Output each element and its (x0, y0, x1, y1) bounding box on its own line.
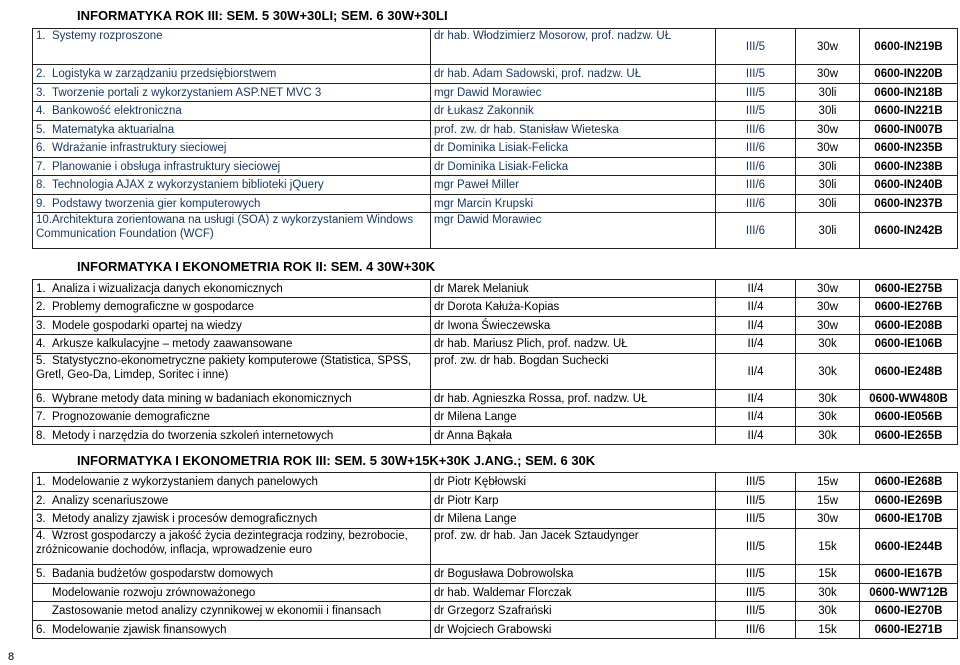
course-subject: Arkusze kalkulacyjne – metody zaawansowane (52, 338, 293, 350)
course-subject: Matematyka aktuarialna (52, 123, 175, 136)
course-cell (33, 602, 431, 621)
table-row (33, 195, 958, 213)
course-code-cell: 0600-IN219B (860, 29, 958, 65)
instructor-cell: dr Łukasz Zakonnik (431, 102, 716, 121)
instructor-cell: dr Anna Bąkała (431, 427, 716, 445)
instructor-cell: dr Iwona Świeczewska (431, 317, 716, 335)
course-code-cell: 0600-IE269B (860, 492, 958, 510)
year-semester-cell: III/5 (716, 102, 796, 121)
table-row (33, 280, 958, 298)
instructor-cell: mgr Dawid Morawiec (431, 213, 716, 249)
course-cell (33, 121, 431, 139)
table-row (33, 102, 958, 121)
instructor-cell: prof. zw. dr hab. Stanisław Wieteska (431, 121, 716, 139)
course-subject: Technologia AJAX z wykorzystaniem biblioteki jQuery (52, 179, 324, 191)
instructor-cell: dr Milena Lange (431, 408, 716, 427)
course-code-cell: 0600-WW712B (860, 584, 958, 602)
year-semester-cell: III/5 (716, 529, 796, 565)
course-cell (33, 298, 431, 317)
course-subject: Zastosowanie metod analizy czynnikowej w ekonomii i finansach (52, 605, 382, 617)
course-subject: Problemy demograficzne w gospodarce (52, 301, 254, 313)
instructor-cell: dr Dorota Kałuża-Kopias (431, 298, 716, 317)
course-subject: Logistyka w zarządzaniu przedsiębiorstwem (52, 68, 277, 80)
instructor-cell: dr Dominika Lisiak-Felicka (431, 139, 716, 158)
course-number: 2. (36, 68, 46, 80)
course-subject: Systemy rozproszone (52, 30, 163, 42)
course-subject: Analiza i wizualizacja danych ekonomicznych (52, 282, 283, 295)
course-code-cell: 0600-WW480B (860, 390, 958, 408)
instructor-cell: dr Wojciech Grabowski (431, 621, 716, 639)
year-semester-cell: II/4 (716, 280, 796, 298)
course-cell (33, 565, 431, 584)
table-row (33, 158, 958, 176)
instructor-cell: mgr Paweł Miller (431, 176, 716, 195)
year-semester-cell: III/6 (716, 139, 796, 158)
course-cell (33, 529, 431, 565)
course-code-cell: 0600-IE170B (860, 510, 958, 529)
course-number: 10. (36, 214, 52, 226)
course-table (32, 279, 958, 445)
course-subject: Analizy scenariuszowe (52, 494, 169, 507)
course-subject: Modelowanie zjawisk finansowych (52, 623, 227, 636)
year-semester-cell: III/6 (716, 621, 796, 639)
course-subject: Wybrane metody data mining w badaniach ekonomicznych (52, 392, 352, 405)
course-code-cell: 0600-IE268B (860, 473, 958, 492)
course-cell (33, 621, 431, 639)
course-code-cell: 0600-IE276B (860, 298, 958, 317)
year-semester-cell: II/4 (716, 335, 796, 354)
course-code-cell: 0600-IE106B (860, 335, 958, 354)
course-cell (33, 473, 431, 492)
year-semester-cell: II/4 (716, 298, 796, 317)
instructor-cell: dr hab. Włodzimierz Mosorow, prof. nadzw. UŁ (431, 29, 716, 65)
course-code-cell: 0600-IN007B (860, 121, 958, 139)
table-row (33, 473, 958, 492)
instructor-cell: dr Piotr Karp (431, 492, 716, 510)
year-semester-cell: III/5 (716, 565, 796, 584)
hours-cell: 30k (796, 408, 860, 427)
table-row (33, 621, 958, 639)
course-number: 2. (36, 301, 46, 313)
hours-cell: 30li (796, 195, 860, 213)
instructor-cell: prof. zw. dr hab. Bogdan Suchecki (431, 354, 716, 390)
course-cell (33, 492, 431, 510)
hours-cell: 15k (796, 529, 860, 565)
course-number: 7. (36, 160, 46, 173)
course-subject: Podstawy tworzenia gier komputerowych (52, 197, 261, 210)
year-semester-cell: III/6 (716, 213, 796, 249)
hours-cell: 30k (796, 335, 860, 354)
course-cell (33, 335, 431, 354)
year-semester-cell: III/6 (716, 121, 796, 139)
hours-cell: 30w (796, 121, 860, 139)
course-number: 8. (36, 179, 46, 191)
course-number: 4. (36, 530, 46, 542)
year-semester-cell: III/5 (716, 473, 796, 492)
table-row (33, 65, 958, 84)
course-cell (33, 102, 431, 121)
table-row (33, 84, 958, 102)
year-semester-cell: III/5 (716, 492, 796, 510)
course-cell (33, 354, 431, 390)
year-semester-cell: III/5 (716, 65, 796, 84)
instructor-cell: mgr Marcin Krupski (431, 195, 716, 213)
year-semester-cell: III/6 (716, 195, 796, 213)
hours-cell: 30li (796, 84, 860, 102)
course-cell (33, 584, 431, 602)
hours-cell: 30w (796, 139, 860, 158)
course-number: 1. (36, 282, 46, 295)
course-number: 4. (36, 338, 46, 350)
instructor-cell: dr Dominika Lisiak-Felicka (431, 158, 716, 176)
hours-cell: 30w (796, 280, 860, 298)
course-subject: Bankowość elektroniczna (52, 105, 182, 117)
course-subject: Modelowanie rozwoju zrównoważonego (52, 586, 256, 599)
course-subject: Modelowanie z wykorzystaniem danych panelowych (52, 476, 318, 488)
table-row (33, 427, 958, 445)
course-number: 5. (36, 123, 46, 136)
course-number: 4. (36, 105, 46, 117)
course-number: 1. (36, 476, 46, 488)
course-cell (33, 84, 431, 102)
section-heading: INFORMATYKA I EKONOMETRIA ROK III: SEM. 5 30W+15K+30K J.ANG.; SEM. 6 30K (77, 453, 596, 468)
year-semester-cell: II/4 (716, 354, 796, 390)
course-cell (33, 408, 431, 427)
table-row (33, 317, 958, 335)
year-semester-cell: III/5 (716, 510, 796, 529)
table-row (33, 492, 958, 510)
course-code-cell: 0600-IE270B (860, 602, 958, 621)
instructor-cell: dr Milena Lange (431, 510, 716, 529)
section-heading: INFORMATYKA ROK III: SEM. 5 30W+30LI; SEM. 6 30W+30LI (77, 8, 448, 23)
course-code-cell: 0600-IE056B (860, 408, 958, 427)
hours-cell: 30k (796, 390, 860, 408)
course-table (32, 472, 958, 639)
course-code-cell: 0600-IE265B (860, 427, 958, 445)
instructor-cell: dr hab. Agnieszka Rossa, prof. nadzw. UŁ (431, 390, 716, 408)
course-code-cell: 0600-IN238B (860, 158, 958, 176)
year-semester-cell: II/4 (716, 408, 796, 427)
instructor-cell: dr Marek Melaniuk (431, 280, 716, 298)
hours-cell: 30li (796, 176, 860, 195)
hours-cell: 30li (796, 102, 860, 121)
course-cell (33, 139, 431, 158)
table-row (33, 354, 958, 390)
course-code-cell: 0600-IE167B (860, 565, 958, 584)
year-semester-cell: III/6 (716, 158, 796, 176)
course-code-cell: 0600-IN220B (860, 65, 958, 84)
course-number: 9. (36, 197, 46, 210)
table-row (33, 121, 958, 139)
hours-cell: 30w (796, 510, 860, 529)
course-number: 6. (36, 623, 46, 636)
course-subject: Architektura zorientowana na usługi (SOA) z wykorzystaniem Windows Communication Foundation (WCF) (36, 214, 414, 240)
hours-cell: 30k (796, 354, 860, 390)
course-code-cell: 0600-IN242B (860, 213, 958, 249)
hours-cell: 30k (796, 427, 860, 445)
instructor-cell: dr Grzegorz Szafrański (431, 602, 716, 621)
table-row (33, 565, 958, 584)
course-code-cell: 0600-IE275B (860, 280, 958, 298)
course-number: 3. (36, 86, 46, 99)
course-subject: Tworzenie portali z wykorzystaniem ASP.NET MVC 3 (52, 86, 322, 99)
course-code-cell: 0600-IE271B (860, 621, 958, 639)
year-semester-cell: II/4 (716, 317, 796, 335)
course-number: 3. (36, 513, 46, 525)
course-number: 5. (36, 355, 46, 367)
course-cell (33, 427, 431, 445)
course-code-cell: 0600-IE208B (860, 317, 958, 335)
hours-cell: 30k (796, 602, 860, 621)
table-row (33, 29, 958, 65)
hours-cell: 30w (796, 29, 860, 65)
course-subject: Metody analizy zjawisk i procesów demograficznych (52, 513, 318, 525)
course-subject: Badania budżetów gospodarstw domowych (52, 568, 274, 580)
instructor-cell: dr hab. Waldemar Florczak (431, 584, 716, 602)
hours-cell: 15k (796, 621, 860, 639)
instructor-cell: dr hab. Adam Sadowski, prof. nadzw. UŁ (431, 65, 716, 84)
course-code-cell: 0600-IN221B (860, 102, 958, 121)
year-semester-cell: II/4 (716, 427, 796, 445)
year-semester-cell: III/5 (716, 602, 796, 621)
table-row (33, 584, 958, 602)
page-number: 8 (8, 651, 15, 663)
table-row (33, 510, 958, 529)
course-cell (33, 158, 431, 176)
course-number: 6. (36, 142, 46, 154)
hours-cell: 30k (796, 584, 860, 602)
course-number: 6. (36, 392, 46, 405)
hours-cell: 30w (796, 317, 860, 335)
course-number: 7. (36, 411, 46, 423)
course-cell (33, 29, 431, 65)
hours-cell: 30li (796, 213, 860, 249)
course-subject: Modele gospodarki opartej na wiedzy (52, 319, 242, 332)
instructor-cell: prof. zw. dr hab. Jan Jacek Sztaudynger (431, 529, 716, 565)
table-row (33, 139, 958, 158)
course-number: 2. (36, 494, 46, 507)
year-semester-cell: III/6 (716, 176, 796, 195)
course-code-cell: 0600-IN237B (860, 195, 958, 213)
course-cell (33, 195, 431, 213)
year-semester-cell: II/4 (716, 390, 796, 408)
hours-cell: 30w (796, 65, 860, 84)
course-code-cell: 0600-IE244B (860, 529, 958, 565)
hours-cell: 15w (796, 473, 860, 492)
course-code-cell: 0600-IN240B (860, 176, 958, 195)
instructor-cell: dr Piotr Kębłowski (431, 473, 716, 492)
section-heading: INFORMATYKA I EKONOMETRIA ROK II: SEM. 4 30W+30K (77, 259, 436, 274)
table-row (33, 602, 958, 621)
table-row (33, 335, 958, 354)
instructor-cell: dr hab. Mariusz Plich, prof. nadzw. UŁ (431, 335, 716, 354)
instructor-cell: dr Bogusława Dobrowolska (431, 565, 716, 584)
year-semester-cell: III/5 (716, 29, 796, 65)
table-row (33, 408, 958, 427)
course-cell (33, 317, 431, 335)
instructor-cell: mgr Dawid Morawiec (431, 84, 716, 102)
course-number: 8. (36, 429, 46, 442)
course-cell (33, 213, 431, 249)
course-subject: Metody i narzędzia do tworzenia szkoleń internetowych (52, 429, 334, 442)
course-number: 5. (36, 568, 46, 580)
course-cell (33, 390, 431, 408)
hours-cell: 15k (796, 565, 860, 584)
table-row (33, 298, 958, 317)
course-number: 1. (36, 30, 46, 42)
hours-cell: 30li (796, 158, 860, 176)
course-number: 3. (36, 319, 46, 332)
table-row (33, 390, 958, 408)
table-row (33, 176, 958, 195)
course-cell (33, 65, 431, 84)
course-cell (33, 280, 431, 298)
course-subject: Prognozowanie demograficzne (52, 411, 210, 423)
year-semester-cell: III/5 (716, 84, 796, 102)
table-row (33, 213, 958, 249)
course-cell (33, 510, 431, 529)
hours-cell: 30w (796, 298, 860, 317)
course-subject: Wzrost gospodarczy a jakość życia dezintegracja rodziny, bezrobocie, zróżnicowanie dochodów, inflacja, wprowadzenie euro (36, 530, 408, 556)
hours-cell: 15w (796, 492, 860, 510)
course-code-cell: 0600-IN235B (860, 139, 958, 158)
course-subject: Planowanie i obsługa infrastruktury sieciowej (52, 160, 281, 173)
course-table (32, 28, 958, 249)
course-code-cell: 0600-IN218B (860, 84, 958, 102)
table-row (33, 529, 958, 565)
course-subject: Wdrażanie infrastruktury sieciowej (52, 142, 227, 154)
course-subject: Statystyczno-ekonometryczne pakiety komputerowe (Statistica, SPSS, Gretl, Geo-Da, Limdep, Soritec i inne) (36, 355, 412, 381)
course-code-cell: 0600-IE248B (860, 354, 958, 390)
course-cell (33, 176, 431, 195)
year-semester-cell: III/5 (716, 584, 796, 602)
